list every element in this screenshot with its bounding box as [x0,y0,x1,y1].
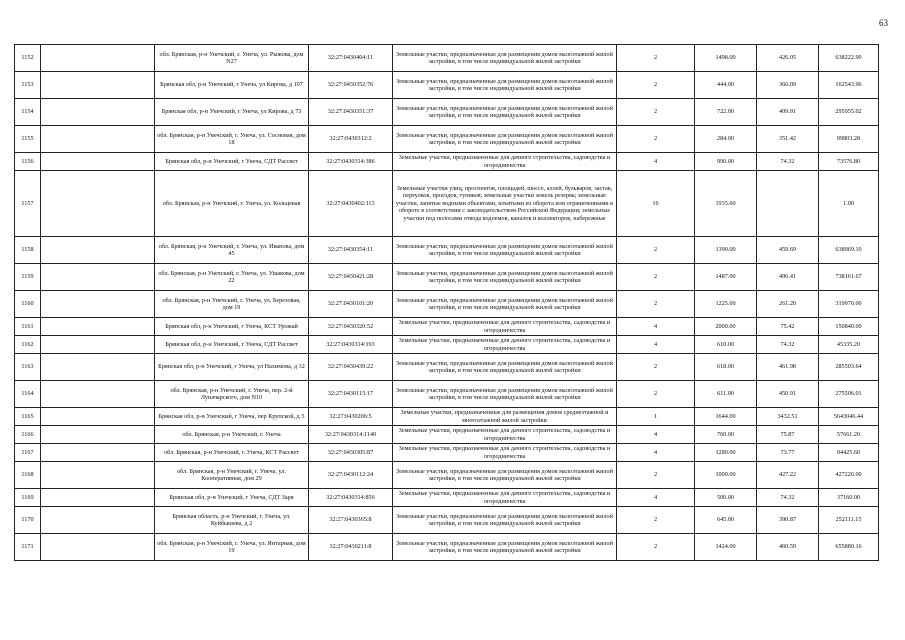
cadastral-value-cell: 427220.00 [819,462,879,489]
table-row [15,45,879,72]
specific-value-cell: 74.32 [757,489,819,507]
blank-cell [41,153,155,171]
cadastral-number-cell: 32:27:0430314:386 [309,153,393,171]
blank-cell [41,318,155,336]
cadastral-value-cell: 738161.67 [819,264,879,291]
land-use-cell: Земельные участки, предназначенные для размещения домов малоэтажной жилой застройки, в том числе индивидуальной жилой застройки [393,99,617,126]
group-cell: 2 [617,534,695,561]
address-cell: обл. Брянская, р-н Унечский, г. Унеча, ул. Сосновая, дом 18 [155,126,309,153]
cadastral-value-cell: 295955.02 [819,99,879,126]
cadastral-value-cell: 73576.80 [819,153,879,171]
area-cell: 1644.00 [695,408,757,426]
row-number: 1159 [15,264,41,291]
blank-cell [41,99,155,126]
specific-value-cell: 496.41 [757,264,819,291]
land-use-cell: Земельные участки, предназначенные для размещения домов малоэтажной жилой застройки, в том числе индивидуальной жилой застройки [393,264,617,291]
row-number: 1157 [15,171,41,237]
specific-value-cell: 351.42 [757,126,819,153]
specific-value-cell: 73.77 [757,444,819,462]
row-number: 1171 [15,534,41,561]
area-cell: 1280.00 [695,444,757,462]
specific-value-cell: 366.09 [757,72,819,99]
cadastral-number-cell: 32:27:0430421:28 [309,264,393,291]
table-row [15,99,879,126]
address-cell: Брянская обл, р-н Унечский, г Унеча, ул Кирова, д 73 [155,99,309,126]
address-cell: Брянская обл, р-н Унечский, г Унеча, СДТ Рассвет [155,336,309,354]
land-use-cell: Земельные участки, предназначенные для дачного строительства, садоводства и огородничества [393,336,617,354]
table-row [15,318,879,336]
land-use-cell: Земельные участки, предназначенные для размещения домов малоэтажной жилой застройки, в том числе индивидуальной жилой застройки [393,534,617,561]
group-cell: 2 [617,72,695,99]
row-number: 1163 [15,354,41,381]
cadastral-value-cell: 94425.60 [819,444,879,462]
group-cell: 4 [617,153,695,171]
land-use-cell: Земельные участки, предназначенные для размещения домов малоэтажной жилой застройки, в том числе индивидуальной жилой застройки [393,291,617,318]
table-row [15,126,879,153]
page-number: 63 [879,18,888,28]
row-number: 1169 [15,489,41,507]
blank-cell [41,426,155,444]
cadastral-value-cell: 285503.64 [819,354,879,381]
row-number: 1161 [15,318,41,336]
address-cell: обл. Брянская, р-н Унечский, г. Унеча, ул. Кооперативная, дом 29 [155,462,309,489]
blank-cell [41,126,155,153]
land-use-cell: Земельные участки, предназначенные для размещения домов малоэтажной жилой застройки, в том числе индивидуальной жилой застройки [393,237,617,264]
group-cell: 2 [617,99,695,126]
cadastral-number-cell: 32:27:0430314:1140 [309,426,393,444]
blank-cell [41,534,155,561]
specific-value-cell: 450.91 [757,381,819,408]
address-cell: обл. Брянская, р-н Унечский, г. Унеча, ул. Иванова, дом 45 [155,237,309,264]
cadastral-value-cell: 150840.00 [819,318,879,336]
table-row [15,489,879,507]
group-cell: 2 [617,462,695,489]
cadastral-number-cell: 32:27:0430112:24 [309,462,393,489]
blank-cell [41,72,155,99]
land-use-cell: Земельные участки, предназначенные для дачного строительства, садоводства и огородничества [393,426,617,444]
address-cell: обл. Брянская, р-н Унечский, г. Унеча, ул. Ушакова, дом 22 [155,264,309,291]
group-cell: 4 [617,426,695,444]
land-use-cell: Земельные участки, предназначенные для размещения домов малоэтажной жилой застройки, в том числе индивидуальной жилой застройки [393,507,617,534]
row-number: 1168 [15,462,41,489]
land-use-cell: Земельные участки, предназначенные для размещения домов малоэтажной жилой застройки, в том числе индивидуальной жилой застройки [393,45,617,72]
specific-value-cell: 75.42 [757,318,819,336]
land-use-cell: Земельные участки, предназначенные для дачного строительства, садоводства и огородничества [393,318,617,336]
blank-cell [41,237,155,264]
row-number: 1158 [15,237,41,264]
cadastral-value-cell: 638222.90 [819,45,879,72]
blank-cell [41,408,155,426]
group-cell: 1 [617,408,695,426]
table-row [15,426,879,444]
address-cell: Брянская обл, р-н Унечский, г Унеча, ул Кирова, д 107 [155,72,309,99]
cadastral-value-cell: 37160.00 [819,489,879,507]
group-cell: 2 [617,381,695,408]
table-row [15,171,879,237]
cadastral-number-cell: 32:27:0430314:856 [309,489,393,507]
group-cell: 4 [617,489,695,507]
blank-cell [41,381,155,408]
area-cell: 500.00 [695,489,757,507]
land-use-cell: Земельные участки, предназначенные для размещения домов малоэтажной жилой застройки, в том числе индивидуальной жилой застройки [393,72,617,99]
blank-cell [41,507,155,534]
table-row [15,237,879,264]
blank-cell [41,264,155,291]
area-cell: 1424.00 [695,534,757,561]
blank-cell [41,45,155,72]
cadastral-number-cell: 32:27:0430402:113 [309,171,393,237]
cadastral-value-cell: 45335.20 [819,336,879,354]
area-cell: 1498.00 [695,45,757,72]
address-cell: Брянская обл, р-н Унечский, г Унеча, СДТ Рассвет [155,153,309,171]
address-cell: Брянская область, р-н Унечский, г. Унеча, ул. Куйбышева, д 2 [155,507,309,534]
row-number: 1155 [15,126,41,153]
address-cell: обл. Брянская, р-н Унечский, г. Унеча, ул. Кольцевая [155,171,309,237]
specific-value-cell: 459.69 [757,237,819,264]
area-cell: 444.00 [695,72,757,99]
group-cell: 2 [617,264,695,291]
row-number: 1152 [15,45,41,72]
table-row [15,72,879,99]
blank-cell [41,354,155,381]
address-cell: Брянская обл, р-н Унечский, г Унеча, пер Крупской, д 5 [155,408,309,426]
specific-value-cell: 409.91 [757,99,819,126]
area-cell: 1487.00 [695,264,757,291]
cadastral-number-cell: 32:27:0430354:11 [309,237,393,264]
cadastral-value-cell: 57661.20 [819,426,879,444]
specific-value-cell: 75.87 [757,426,819,444]
cadastral-number-cell: 32:27:0430404:11 [309,45,393,72]
row-number: 1167 [15,444,41,462]
specific-value-cell: 390.87 [757,507,819,534]
table-row [15,381,879,408]
address-cell: Брянская обл, р-н Унечский, г Унеча, ул Нахимова, д 32 [155,354,309,381]
row-number: 1166 [15,426,41,444]
cadastral-value-cell: 5643046.44 [819,408,879,426]
area-cell: 1935.00 [695,171,757,237]
specific-value-cell: 426.05 [757,45,819,72]
blank-cell [41,462,155,489]
table-row [15,408,879,426]
cadastral-number-cell: 32:27:0430115:17 [309,381,393,408]
land-use-cell: Земельные участки улиц, проспектов, площадей, шоссе, аллей, бульваров, застав, переулков, проездов, тупиков; земельные участки земель резерва; земельные участки, занятые водными объектами, изъятыми из оборота или ограниченными в обороте в соответствии с законодательством Российской Федерации; земельные участки под полосами отвода водоемов, каналов и коллекторов, набережные [393,171,617,237]
land-use-cell: Земельные участки, предназначенные для размещения домов малоэтажной жилой застройки, в том числе индивидуальной жилой застройки [393,354,617,381]
land-use-cell: Земельные участки, предназначенные для размещения домов малоэтажной жилой застройки, в том числе индивидуальной жилой застройки [393,126,617,153]
specific-value-cell [757,171,819,237]
land-use-cell: Земельные участки, предназначенные для размещения домов малоэтажной жилой застройки, в том числе индивидуальной жилой застройки [393,462,617,489]
address-cell: Брянская обл, р-н Унечский, г Унеча, СДТ Заря [155,489,309,507]
row-number: 1162 [15,336,41,354]
row-number: 1156 [15,153,41,171]
area-cell: 760.00 [695,426,757,444]
area-cell: 1000.00 [695,462,757,489]
group-cell: 4 [617,318,695,336]
cadastral-number-cell: 32:27:0430312:2 [309,126,393,153]
area-cell: 2000.00 [695,318,757,336]
blank-cell [41,336,155,354]
land-registry-table [14,44,879,561]
table-row [15,507,879,534]
area-cell: 990.00 [695,153,757,171]
cadastral-number-cell: 32:27:0430365:8 [309,507,393,534]
group-cell: 2 [617,354,695,381]
address-cell: обл. Брянская, р-н Унечский, г. Унеча, КСТ Рассвет [155,444,309,462]
row-number: 1164 [15,381,41,408]
table-row [15,264,879,291]
group-cell: 2 [617,507,695,534]
area-cell: 1390.00 [695,237,757,264]
address-cell: обл. Брянская, р-н Унечский, г. Унеча, ул. Янтарная, дом 19 [155,534,309,561]
cadastral-value-cell: 638969.10 [819,237,879,264]
area-cell: 1225.00 [695,291,757,318]
cadastral-number-cell: 32:27:0430352:76 [309,72,393,99]
address-cell: обл. Брянская, р-н Унечский, г. Унеча, ул. Рыжова, дом N27 [155,45,309,72]
cadastral-number-cell: 32:27:0430101:20 [309,291,393,318]
cadastral-value-cell: 99803.28 [819,126,879,153]
table-row [15,444,879,462]
cadastral-number-cell: 32:27:0430206:5 [309,408,393,426]
row-number: 1165 [15,408,41,426]
area-cell: 610.00 [695,336,757,354]
area-cell: 618.00 [695,354,757,381]
group-cell: 16 [617,171,695,237]
cadastral-number-cell: 32:27:0430351:37 [309,99,393,126]
land-use-cell: Земельные участки, предназначенные для дачного строительства, садоводства и огородничества [393,489,617,507]
table-row [15,153,879,171]
blank-cell [41,489,155,507]
cadastral-value-cell: 275506.01 [819,381,879,408]
blank-cell [41,291,155,318]
blank-cell [41,171,155,237]
group-cell: 2 [617,45,695,72]
table-row [15,291,879,318]
cadastral-number-cell: 32:27:0430320:52 [309,318,393,336]
cadastral-number-cell: 32:27:0430439:22 [309,354,393,381]
address-cell: обл. Брянская, р-н Унечский, г. Унеча, ул. Березовая, дом 19 [155,291,309,318]
land-use-cell: Земельные участки, предназначенные для размещения домов среднеэтажной и многоэтажной жилой застройки [393,408,617,426]
specific-value-cell: 460.59 [757,534,819,561]
address-cell: обл. Брянская, р-н Унечский, г. Унеча [155,426,309,444]
cadastral-value-cell: 1.00 [819,171,879,237]
specific-value-cell: 74.32 [757,336,819,354]
group-cell: 2 [617,126,695,153]
land-use-cell: Земельные участки, предназначенные для дачного строительства, садоводства и огородничества [393,444,617,462]
table-row [15,462,879,489]
cadastral-value-cell: 252111.15 [819,507,879,534]
area-cell: 284.00 [695,126,757,153]
row-number: 1154 [15,99,41,126]
cadastral-number-cell: 32:27:0430314:193 [309,336,393,354]
row-number: 1170 [15,507,41,534]
land-use-cell: Земельные участки, предназначенные для дачного строительства, садоводства и огородничества [393,153,617,171]
specific-value-cell: 461.98 [757,354,819,381]
area-cell: 645.00 [695,507,757,534]
cadastral-number-cell: 32:27:0430305:87 [309,444,393,462]
cadastral-value-cell: 162543.96 [819,72,879,99]
area-cell: 722.00 [695,99,757,126]
area-cell: 611.00 [695,381,757,408]
specific-value-cell: 74.32 [757,153,819,171]
group-cell: 2 [617,291,695,318]
table-row [15,354,879,381]
group-cell: 2 [617,237,695,264]
row-number: 1153 [15,72,41,99]
specific-value-cell: 427.22 [757,462,819,489]
table-row [15,336,879,354]
cadastral-value-cell: 655880.16 [819,534,879,561]
address-cell: Брянская обл, р-н Унечский, г Унеча, КСТ Урожай [155,318,309,336]
specific-value-cell: 261.20 [757,291,819,318]
blank-cell [41,444,155,462]
land-use-cell: Земельные участки, предназначенные для размещения домов малоэтажной жилой застройки, в том числе индивидуальной жилой застройки [393,381,617,408]
group-cell: 4 [617,444,695,462]
cadastral-number-cell: 32:27:0430211:8 [309,534,393,561]
specific-value-cell: 3432.51 [757,408,819,426]
row-number: 1160 [15,291,41,318]
address-cell: обл. Брянская, р-н Унечский, г. Унеча, пер. 2-й Луначарского, дом N10 [155,381,309,408]
table-row [15,534,879,561]
cadastral-value-cell: 319970.00 [819,291,879,318]
group-cell: 4 [617,336,695,354]
